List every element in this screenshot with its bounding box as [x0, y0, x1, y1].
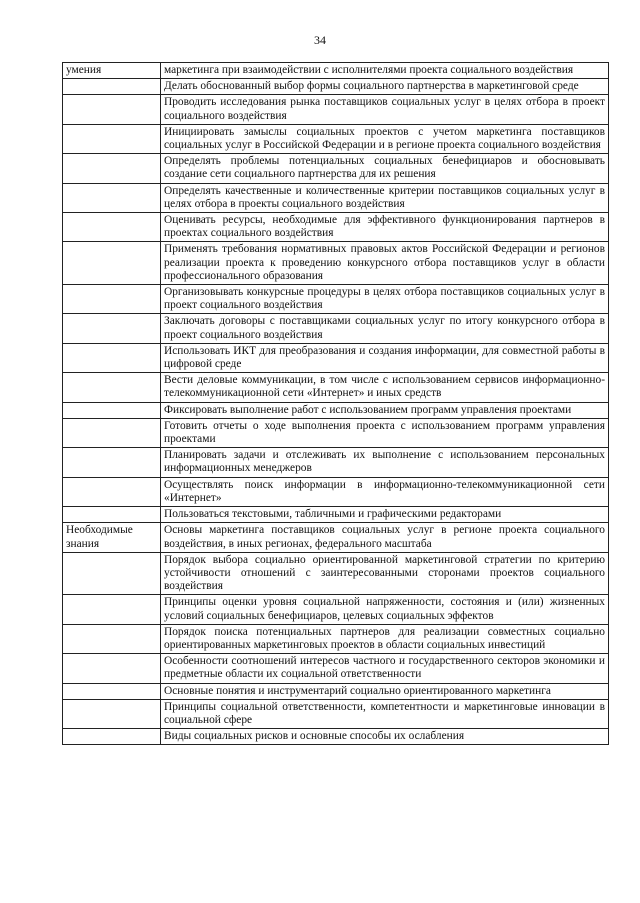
table-row — [63, 124, 609, 153]
table-row — [63, 242, 609, 285]
requirement-text: Использовать ИКТ для преобразования и создания информации, для совместной работы в цифровой среде — [161, 343, 609, 372]
requirement-text: Делать обоснованный выбор формы социального партнерства в маркетинговой среде — [161, 79, 609, 95]
table-row — [63, 523, 609, 552]
requirement-text: Пользоваться текстовыми, табличными и графическими редакторами — [161, 507, 609, 523]
section-label-cell — [63, 683, 161, 699]
section-label-cell — [63, 154, 161, 183]
section-label-cell — [63, 552, 161, 595]
table-row — [63, 729, 609, 745]
section-label-cell — [63, 507, 161, 523]
page-number: 34 — [314, 33, 326, 47]
section-label-cell — [63, 477, 161, 506]
section-label-cell — [63, 314, 161, 343]
competency-table-body — [63, 63, 609, 745]
requirement-text: Планировать задачи и отслеживать их выполнение с использованием персональных информационных менеджеров — [161, 448, 609, 477]
section-label-cell — [63, 242, 161, 285]
table-row — [63, 477, 609, 506]
requirement-text: Вести деловые коммуникации, в том числе с использованием сервисов информационно-телекоммуникационной сети «Интернет» и иных средств — [161, 373, 609, 402]
requirement-text: Применять требования нормативных правовых актов Российской Федерации и регионов реализации проекта к проведению конкурсного отбора поставщиков услуг в области профессионального образования — [161, 242, 609, 285]
table-row — [63, 285, 609, 314]
table-row — [63, 654, 609, 683]
table-row — [63, 213, 609, 242]
requirement-text: Осуществлять поиск информации в информационно-телекоммуникационной сети «Интернет» — [161, 477, 609, 506]
table-row — [63, 624, 609, 653]
section-label-cell — [63, 373, 161, 402]
table-row — [63, 552, 609, 595]
requirement-text: Принципы социальной ответственности, компетентности и маркетинговые инновации в социальной сфере — [161, 699, 609, 728]
requirement-text: Порядок поиска потенциальных партнеров для реализации совместных социально ориентированных маркетинговых проектов в области социальных инвестиций — [161, 624, 609, 653]
requirement-text: Готовить отчеты о ходе выполнения проекта с использованием программ управления проектами — [161, 418, 609, 447]
section-label-cell — [63, 79, 161, 95]
table-row — [63, 154, 609, 183]
table-row — [63, 448, 609, 477]
section-label-cell — [63, 729, 161, 745]
table-row — [63, 683, 609, 699]
requirement-text: Определять проблемы потенциальных социальных бенефициаров и обосновывать создание сети социального партнерства для их решения — [161, 154, 609, 183]
requirement-text: Основы маркетинга поставщиков социальных услуг в регионе проекта социального воздействия, в иных регионах, федерального масштаба — [161, 523, 609, 552]
section-label-cell — [63, 418, 161, 447]
section-label-cell — [63, 124, 161, 153]
section-label-cell — [63, 523, 161, 552]
section-label-cell — [63, 63, 161, 79]
table-row — [63, 699, 609, 728]
table-row — [63, 595, 609, 624]
section-label-cell — [63, 213, 161, 242]
requirement-text: Виды социальных рисков и основные способы их ослабления — [161, 729, 609, 745]
requirement-text: маркетинга при взаимодействии с исполнителями проекта социального воздействия — [161, 63, 609, 79]
section-label: умения — [66, 64, 102, 76]
section-label-cell — [63, 402, 161, 418]
requirement-text: Определять качественные и количественные критерии поставщиков социальных услуг в целях отбора в проекты социального воздействия — [161, 183, 609, 212]
requirement-text: Заключать договоры с поставщиками социальных услуг по итогу конкурсного отбора в проект социального воздействия — [161, 314, 609, 343]
requirement-text: Проводить исследования рынка поставщиков социальных услуг в целях отбора в проект социального воздействия — [161, 95, 609, 124]
requirement-text: Принципы оценки уровня социальной напряженности, состояния и (или) жизненных условий социальных бенефициаров, целевых социальных эффектов — [161, 595, 609, 624]
section-label-cell — [63, 595, 161, 624]
table-row — [63, 507, 609, 523]
table-row — [63, 183, 609, 212]
requirement-text: Фиксировать выполнение работ с использованием программ управления проектами — [161, 402, 609, 418]
section-label: Необходимые знания — [66, 524, 133, 550]
section-label-cell — [63, 183, 161, 212]
table-row — [63, 373, 609, 402]
section-label-cell — [63, 95, 161, 124]
table-row — [63, 418, 609, 447]
requirement-text: Основные понятия и инструментарий социально ориентированного маркетинга — [161, 683, 609, 699]
section-label-cell — [63, 448, 161, 477]
table-row — [63, 63, 609, 79]
requirement-text: Организовывать конкурсные процедуры в целях отбора поставщиков социальных услуг в проект социального воздействия — [161, 285, 609, 314]
table-row — [63, 79, 609, 95]
table-row — [63, 314, 609, 343]
table-row — [63, 343, 609, 372]
table-row — [63, 402, 609, 418]
requirement-text: Особенности соотношений интересов частного и государственного секторов экономики и предметные области их социальной ответственности — [161, 654, 609, 683]
requirement-text: Порядок выбора социально ориентированной маркетинговой стратегии по критерию устойчивости отношений с заинтересованными сторонами проектов социального воздействия — [161, 552, 609, 595]
requirement-text: Инициировать замыслы социальных проектов с учетом маркетинга поставщиков социальных услуг в Российской Федерации и в регионе проекта социального воздействия — [161, 124, 609, 153]
table-row — [63, 95, 609, 124]
section-label-cell — [63, 343, 161, 372]
section-label-cell — [63, 699, 161, 728]
section-label-cell — [63, 285, 161, 314]
competency-table — [62, 62, 609, 745]
requirement-text: Оценивать ресурсы, необходимые для эффективного функционирования партнеров в проектах социального воздействия — [161, 213, 609, 242]
section-label-cell — [63, 654, 161, 683]
section-label-cell — [63, 624, 161, 653]
